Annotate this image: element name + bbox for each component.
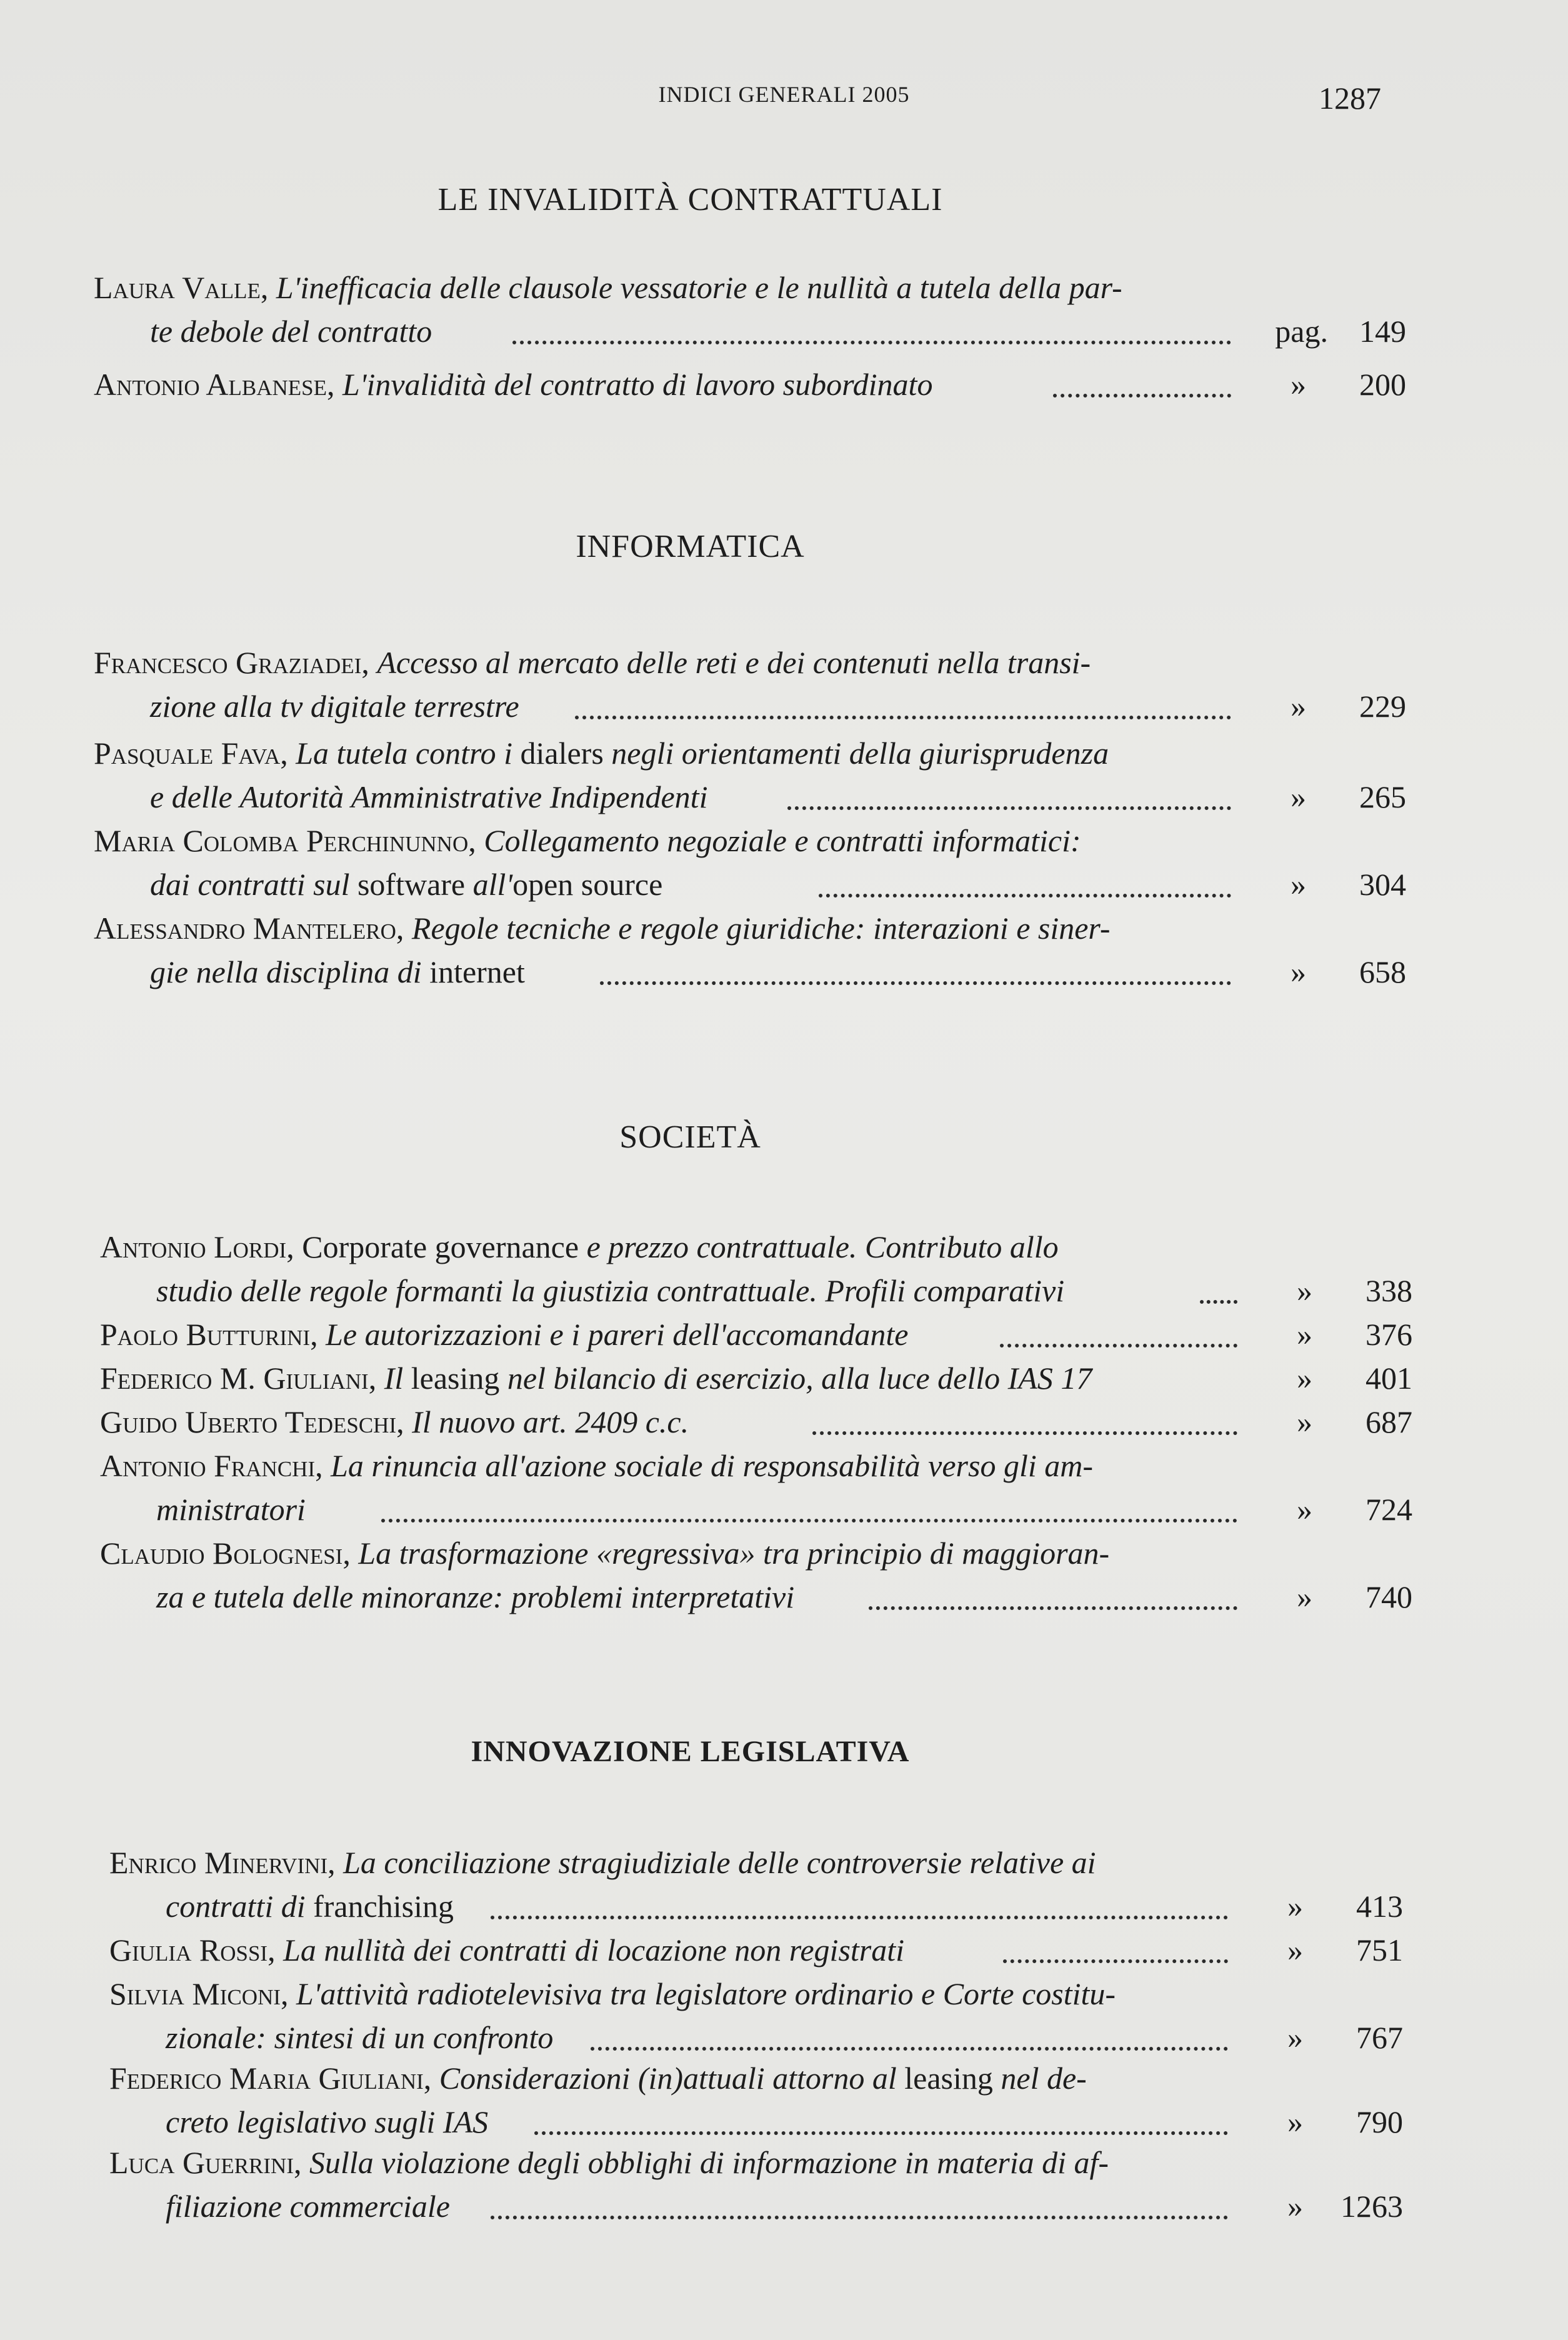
- entry-author: Francesco Graziadei: [94, 645, 362, 680]
- entry-title-cont: studio delle regole formanti la giustizia contrattuale. Profili comparativi: [156, 1273, 1065, 1308]
- entry-author: Enrico Minervini: [109, 1845, 328, 1880]
- page-marker: »: [1287, 2189, 1303, 2224]
- page-marker: »: [1297, 1317, 1312, 1352]
- entry-title-cont: dai contratti sul: [150, 867, 350, 902]
- entry-page: 413: [1356, 1889, 1403, 1924]
- entry-title: La tutela contro i: [296, 736, 513, 771]
- dot-leader: [491, 2216, 1228, 2219]
- dot-leader: [381, 1519, 1237, 1522]
- index-entry: Alessandro Mantelero, Regole tecniche e regole giuridiche: interazioni e siner- gie nella disciplina di internet » 658: [94, 906, 1406, 994]
- entry-author: Luca Guerrini: [109, 2145, 294, 2180]
- index-entry: Federico Maria Giuliani, Considerazioni (in)attuali attorno al leasing nel de- creto legislativo sugli IAS » 790: [109, 2056, 1403, 2144]
- entry-title: nel bilancio di esercizio, alla luce dello IAS 17: [507, 1361, 1092, 1396]
- page-number: 1287: [1319, 81, 1381, 116]
- entry-title: Accesso al mercato delle reti e dei contenuti nella transi-: [377, 645, 1091, 680]
- index-entry: Federico M. Giuliani, Il leasing nel bilancio di esercizio, alla luce dello IAS 17 » 401: [100, 1356, 1412, 1400]
- dot-leader: [1000, 1344, 1237, 1348]
- index-entry: Antonio Franchi, La rinuncia all'azione sociale di responsabilità verso gli am- ministratori » 724: [100, 1444, 1412, 1531]
- dot-leader: [1200, 1300, 1237, 1304]
- dot-leader: [600, 981, 1231, 985]
- entry-author: Antonio Albanese: [94, 367, 327, 402]
- entry-author: Laura Valle: [94, 270, 261, 305]
- index-entry: Silvia Miconi, L'attività radiotelevisiva tra legislatore ordinario e Corte costitu- zionale: sintesi di un confronto » 767: [109, 1972, 1403, 2059]
- entry-author: Antonio Franchi: [100, 1448, 316, 1483]
- index-entry: Antonio Lordi, Corporate governance e prezzo contrattuale. Contributo allo studio delle regole formanti la giustizia contrattuale. Profili comparativi » 338: [100, 1225, 1412, 1312]
- entry-title-cont: zionale: sintesi di un confronto: [166, 2020, 554, 2055]
- entry-author: Pasquale Fava: [94, 736, 281, 771]
- page-marker: »: [1291, 367, 1306, 402]
- page-marker: »: [1291, 779, 1306, 814]
- entry-title: La rinuncia all'azione sociale di responsabilità verso gli am-: [331, 1448, 1094, 1483]
- entry-title-term: Corporate governance: [302, 1229, 579, 1264]
- entry-title-cont: zione alla tv digitale terrestre: [150, 689, 519, 724]
- entry-title-term: internet: [429, 954, 525, 989]
- entry-title: Collegamento negoziale e contratti informatici:: [484, 823, 1081, 858]
- entry-title: nel de-: [1001, 2061, 1087, 2096]
- page-marker: »: [1297, 1579, 1312, 1614]
- entry-page: 229: [1359, 689, 1406, 724]
- entry-author: Silvia Miconi: [109, 1976, 281, 2011]
- entry-title: Il nuovo art. 2409 c.c.: [412, 1404, 689, 1439]
- page-marker: »: [1297, 1361, 1312, 1396]
- running-head: INDICI GENERALI 2005: [658, 82, 910, 107]
- dot-leader: [869, 1606, 1237, 1610]
- entry-title-cont: te debole del contratto: [150, 314, 432, 349]
- dot-leader: [1003, 1959, 1228, 1963]
- entry-author: Claudio Bolognesi: [100, 1536, 343, 1571]
- entry-page: 265: [1359, 779, 1406, 814]
- entry-page: 687: [1366, 1404, 1412, 1439]
- entry-title: Regole tecniche e regole giuridiche: interazioni e siner-: [411, 911, 1111, 946]
- entry-page: 338: [1366, 1273, 1412, 1308]
- dot-leader: [591, 2047, 1228, 2051]
- entry-title: La conciliazione stragiudiziale delle controversie relative ai: [343, 1845, 1096, 1880]
- entry-author: Antonio Lordi: [100, 1229, 287, 1264]
- entry-title-cont: all': [472, 867, 513, 902]
- entry-page: 200: [1359, 367, 1406, 402]
- entry-page: 767: [1356, 2020, 1403, 2055]
- index-entry: Guido Uberto Tedeschi, Il nuovo art. 2409 c.c. » 687: [100, 1400, 1412, 1444]
- page-marker: »: [1291, 954, 1306, 989]
- page-marker: »: [1287, 1889, 1303, 1924]
- entry-title: L'attività radiotelevisiva tra legislatore ordinario e Corte costitu-: [296, 1976, 1116, 2011]
- entry-page: 1263: [1341, 2189, 1403, 2224]
- entry-page: 376: [1366, 1317, 1412, 1352]
- entry-page: 149: [1359, 314, 1406, 349]
- page-marker: »: [1291, 689, 1306, 724]
- entry-title-cont: contratti di: [166, 1889, 306, 1924]
- entry-author: Federico M. Giuliani: [100, 1361, 369, 1396]
- dot-leader: [575, 716, 1231, 719]
- entry-author: Federico Maria Giuliani: [109, 2061, 424, 2096]
- entry-title: La trasformazione «regressiva» tra principio di maggioran-: [358, 1536, 1110, 1571]
- dot-leader: [491, 1916, 1228, 1919]
- entry-title-term: open source: [512, 867, 663, 902]
- entry-page: 401: [1366, 1361, 1412, 1396]
- index-entry: Enrico Minervini, La conciliazione stragiudiziale delle controversie relative ai contratti di franchising » 413: [109, 1841, 1403, 1928]
- page-marker: pag.: [1275, 314, 1328, 349]
- page-marker: »: [1297, 1273, 1312, 1308]
- page-marker: »: [1297, 1404, 1312, 1439]
- entry-title-cont: za e tutela delle minoranze: problemi interpretativi: [156, 1579, 795, 1614]
- entry-title: e prezzo contrattuale. Contributo allo: [586, 1229, 1059, 1264]
- section-title-innovazione: INNOVAZIONE LEGISLATIVA: [471, 1735, 910, 1768]
- entry-title-cont: e delle Autorità Amministrative Indipendenti: [150, 779, 708, 814]
- entry-page: 304: [1359, 867, 1406, 902]
- entry-author: Guido Uberto Tedeschi: [100, 1404, 397, 1439]
- entry-title-cont: creto legislativo sugli IAS: [166, 2104, 489, 2139]
- index-entry: Pasquale Fava, La tutela contro i dialers negli orientamenti della giurisprudenza e delle Autorità Amministrative Indipendenti » 265: [94, 731, 1406, 819]
- entry-page: 790: [1356, 2104, 1403, 2139]
- section-title-informatica: INFORMATICA: [576, 529, 805, 564]
- page-marker: »: [1287, 2020, 1303, 2055]
- page-marker: »: [1287, 2104, 1303, 2139]
- dot-leader: [819, 894, 1231, 898]
- entry-title-term: dialers: [520, 736, 604, 771]
- entry-title: negli orientamenti della giurisprudenza: [611, 736, 1109, 771]
- dot-leader: [787, 806, 1231, 810]
- index-entry: Claudio Bolognesi, La trasformazione «regressiva» tra principio di maggioran- za e tutela delle minoranze: problemi interpretativi » 740: [100, 1531, 1412, 1619]
- entry-author: Maria Colomba Perchinunno: [94, 823, 469, 858]
- entry-title: Considerazioni (in)attuali attorno al: [439, 2061, 897, 2096]
- entry-title-cont: gie nella disciplina di: [150, 954, 422, 989]
- page-marker: »: [1297, 1492, 1312, 1527]
- index-entry: Paolo Butturini, Le autorizzazioni e i pareri dell'accomandante » 376: [100, 1312, 1412, 1356]
- entry-title-cont: filiazione commerciale: [166, 2189, 450, 2224]
- entry-title: Il: [384, 1361, 404, 1396]
- entry-author: Giulia Rossi: [109, 1932, 268, 1968]
- entry-title: Sulla violazione degli obblighi di informazione in materia di af-: [309, 2145, 1109, 2180]
- index-entry: Laura Valle, L'inefficacia delle clausole vessatorie e le nullità a tutela della par- te debole del contratto pag. 149: [94, 266, 1406, 353]
- entry-title-term: leasing: [411, 1361, 500, 1396]
- entry-page: 658: [1359, 954, 1406, 989]
- index-entry: Francesco Graziadei, Accesso al mercato delle reti e dei contenuti nella transi- zione alla tv digitale terrestre » 229: [94, 641, 1406, 728]
- index-entry: Luca Guerrini, Sulla violazione degli obblighi di informazione in materia di af- filiazione commerciale » 1263: [109, 2141, 1403, 2228]
- page-marker: »: [1291, 867, 1306, 902]
- dot-leader: [534, 2131, 1228, 2135]
- page-marker: »: [1287, 1932, 1303, 1968]
- dot-leader: [812, 1431, 1237, 1435]
- entry-author: Paolo Butturini: [100, 1317, 311, 1352]
- section-title-invalidita: LE INVALIDITÀ CONTRATTUALI: [437, 182, 943, 218]
- dot-leader: [512, 341, 1231, 344]
- entry-page: 751: [1356, 1932, 1403, 1968]
- entry-title: L'inefficacia delle clausole vessatorie e le nullità a tutela della par-: [276, 270, 1122, 305]
- entry-title: Le autorizzazioni e i pareri dell'accomandante: [326, 1317, 909, 1352]
- entry-title-term: franchising: [313, 1889, 454, 1924]
- entry-author: Alessandro Mantelero: [94, 911, 396, 946]
- entry-title-term: leasing: [904, 2061, 993, 2096]
- index-entry: Maria Colomba Perchinunno, Collegamento negoziale e contratti informatici: dai contratti sul software all'open source » 304: [94, 819, 1406, 906]
- index-entry: Antonio Albanese, L'invalidità del contratto di lavoro subordinato » 200: [94, 362, 1406, 406]
- entry-title-term: software: [357, 867, 466, 902]
- entry-page: 740: [1366, 1579, 1412, 1614]
- entry-page: 724: [1366, 1492, 1412, 1527]
- dot-leader: [1053, 394, 1231, 398]
- index-entry: Giulia Rossi, La nullità dei contratti di locazione non registrati » 751: [109, 1928, 1403, 1972]
- section-title-societa: SOCIETÀ: [619, 1119, 761, 1155]
- entry-title: L'invalidità del contratto di lavoro subordinato: [342, 367, 933, 402]
- entry-title: La nullità dei contratti di locazione non registrati: [283, 1932, 905, 1968]
- entry-title-cont: ministratori: [156, 1492, 306, 1527]
